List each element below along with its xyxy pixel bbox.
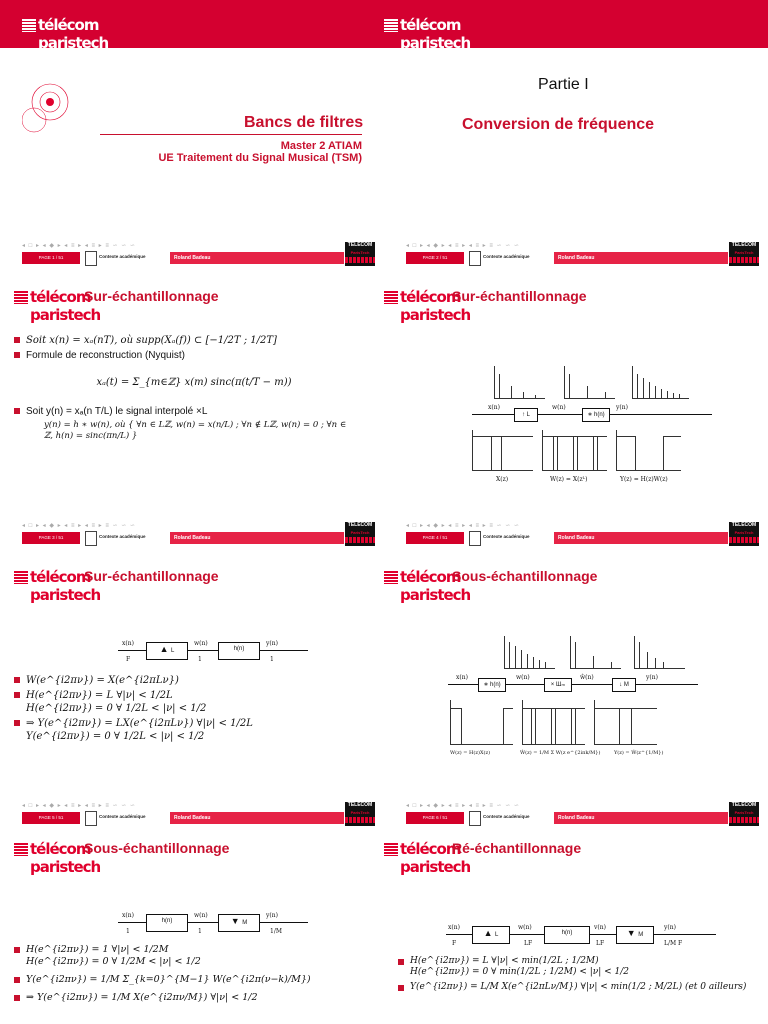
nav-controls[interactable]: ◂ □ ▸ ◂ ◆ ▸ ◂ ≡ ▸ ◂ ≡ ▸ ≡ ∽ ∽ ∽	[406, 803, 520, 809]
label-w: w(n)	[194, 912, 208, 919]
caption-y: Y(z) = Ŵ(z^{1/M})	[614, 750, 664, 756]
nav-controls[interactable]: ◂ □ ▸ ◂ ◆ ▸ ◂ ≡ ▸ ◂ ≡ ▸ ≡ ∽ ∽ ∽	[22, 243, 136, 249]
label-y: y(n)	[266, 640, 278, 647]
page-badge: PAGE 1 / 51	[22, 252, 80, 264]
nav-controls[interactable]: ◂ □ ▸ ◂ ◆ ▸ ◂ ≡ ▸ ◂ ≡ ▸ ≡ ∽ ∽ ∽	[22, 523, 136, 529]
label-y: y(n)	[646, 674, 658, 681]
stem-plot-w	[570, 636, 621, 669]
slide-body	[14, 332, 374, 442]
author-band: Roland Badeau	[554, 812, 728, 824]
rate-1: 1	[198, 656, 202, 663]
caption-y: Y(z) = H(z)W(z)	[620, 476, 668, 483]
brand-logo: télécom paristech	[384, 16, 456, 34]
rate-0: F	[452, 940, 457, 947]
slide-7	[0, 832, 384, 1024]
slide-footer	[384, 520, 768, 548]
filter-box: ∗ h(n)	[478, 678, 506, 692]
context-label: Contexte académique	[483, 814, 530, 819]
downsample-box: ↓ M	[612, 678, 636, 692]
rate-1: 1	[198, 928, 202, 935]
bullet-2: Y(e^{i2πν}) = L/M X(e^{i2πLν/M}) ∀|ν| < min(1/2 ; M/2L) (et 0 ailleurs)	[398, 982, 758, 993]
context-icon	[469, 251, 481, 266]
telecom-logo: TELECOM ParisTech	[729, 802, 759, 826]
caption-w: W(z) = X(zᴸ)	[550, 476, 588, 483]
slide-title: Bancs de filtres	[244, 114, 364, 131]
slide-2	[384, 0, 768, 268]
author-band: Roland Badeau	[554, 532, 728, 544]
equation-reconstruction: xₐ(t) = Σ_{m∈ℤ} x(m) sinc(π(t/T − m))	[96, 377, 292, 388]
page-badge: PAGE 4 / 51	[406, 532, 464, 544]
slide-title: Sous-échantillonnage	[84, 840, 230, 856]
nav-controls[interactable]: ◂ □ ▸ ◂ ◆ ▸ ◂ ≡ ▸ ◂ ≡ ▸ ≡ ∽ ∽ ∽	[406, 523, 520, 529]
context-label: Contexte académique	[483, 534, 530, 539]
spectrum-w-hat	[522, 700, 585, 745]
slide-body	[398, 954, 758, 995]
bullet-1: Soit x(n) = xₐ(nT), où supp(Xₐ(f)) ⊂ [−1/2T ; 1/2T]	[14, 334, 374, 347]
context-icon	[85, 811, 97, 826]
telecom-logo: TELECOM ParisTech	[345, 802, 375, 826]
rate-1: LF	[524, 940, 533, 947]
label-x: x(n)	[448, 924, 460, 931]
stem-plot-x	[504, 636, 555, 669]
downsample-box: ▼ M	[218, 914, 260, 932]
context-icon	[85, 251, 97, 266]
spectrum-w	[450, 700, 513, 745]
label-x: x(n)	[456, 674, 468, 681]
caption-w-hat: Ŵ(z) = 1/M Σ W(z e^{2iπk/M})	[520, 750, 601, 756]
brand-logo: télécom paristech	[384, 840, 456, 858]
page-badge: PAGE 2 / 51	[406, 252, 464, 264]
slide-body	[14, 672, 374, 745]
slide-6	[384, 560, 768, 828]
circles-emblem	[22, 80, 82, 140]
slide-footer	[384, 800, 768, 828]
telecom-logo: TELECOM ParisTech	[345, 522, 375, 546]
filter-box: h(n)	[218, 642, 260, 660]
comb-box: × Шₘ	[544, 678, 572, 692]
upsample-box: ▲ L	[472, 926, 510, 944]
bullet-3: Soit y(n) = xₐ(n T/L) le signal interpolé ×L	[14, 405, 374, 418]
spectrum-y	[594, 700, 657, 745]
downsample-box: ▼ M	[616, 926, 654, 944]
rate-0: 1	[126, 928, 130, 935]
telecom-logo: TELECOM ParisTech	[729, 242, 759, 266]
bullet-2: Y(e^{i2πν}) = 1/M Σ_{k=0}^{M−1} W(e^{i2π(ν−k)/M})	[14, 974, 374, 986]
spectrum-w	[542, 430, 607, 471]
author-band: Roland Badeau	[554, 252, 728, 264]
slide-body	[14, 942, 374, 1006]
brand-logo: télécom paristech	[14, 288, 86, 306]
context-label: Contexte académique	[99, 534, 146, 539]
slide-title: Sur-échantillonnage	[452, 288, 587, 304]
label-y: y(n)	[664, 924, 676, 931]
rate-2: LF	[596, 940, 605, 947]
slide-footer	[0, 520, 384, 548]
brand-logo: télécom paristech	[22, 16, 94, 34]
bullet-1: H(e^{i2πν}) = L ∀|ν| < min(1/2L ; 1/2M) H(e^{i2πν}) = 0 ∀ min(1/2L ; 1/2M) < |ν| < 1/2	[398, 956, 758, 978]
label-x: x(n)	[122, 640, 134, 647]
bullet-3: ⇒ Y(e^{i2πν}) = LX(e^{i2πLν}) ∀|ν| < 1/2L Y(e^{i2πν}) = 0 ∀ 1/2L < |ν| < 1/2	[14, 717, 374, 743]
label-v: v(n)	[594, 924, 606, 931]
stem-plot-x	[494, 366, 545, 399]
label-w: w(n)	[194, 640, 208, 647]
slide-8	[384, 832, 768, 1024]
context-icon	[85, 531, 97, 546]
bullet-1: H(e^{i2πν}) = 1 ∀|ν| < 1/2M H(e^{i2πν}) = 0 ∀ 1/2M < |ν| < 1/2	[14, 944, 374, 968]
stem-plot-y	[634, 636, 685, 669]
caption-x: X(z)	[496, 476, 509, 483]
bullet-2: H(e^{i2πν}) = L ∀|ν| < 1/2L H(e^{i2πν}) = 0 ∀ 1/2L < |ν| < 1/2	[14, 689, 374, 715]
slide-footer	[384, 240, 768, 268]
slide-title: Sous-échantillonnage	[452, 568, 598, 584]
label-y: y(n)	[266, 912, 278, 919]
context-icon	[469, 531, 481, 546]
author-band: Roland Badeau	[170, 532, 344, 544]
label-x: x(n)	[122, 912, 134, 919]
slide-subtitle: Master 2 ATIAM UE Traitement du Signal Musical (TSM)	[158, 140, 362, 164]
bullet-3: ⇒ Y(e^{i2πν}) = 1/M X(e^{i2πν/M}) ∀|ν| < 1/2	[14, 992, 374, 1004]
context-label: Contexte académique	[99, 814, 146, 819]
author-band: Roland Badeau	[170, 252, 344, 264]
author-band: Roland Badeau	[170, 812, 344, 824]
page-badge: PAGE 3 / 51	[22, 532, 80, 544]
brand-logo: télécom paristech	[14, 568, 86, 586]
brand-logo: télécom paristech	[384, 288, 456, 306]
bullet-1: W(e^{i2πν}) = X(e^{i2πLν})	[14, 674, 374, 687]
label-w-hat: ŵ(n)	[580, 674, 594, 681]
telecom-logo: TELECOM ParisTech	[345, 242, 375, 266]
rate-2: 1/M	[270, 928, 282, 935]
context-label: Contexte académique	[99, 254, 146, 259]
slide-4	[384, 280, 768, 548]
filter-box: ∗ h(n)	[582, 408, 610, 422]
caption-w: W(z) = H(z)X(z)	[450, 750, 491, 756]
rate-2: 1	[270, 656, 274, 663]
label-w: w(n)	[518, 924, 532, 931]
label-y: y(n)	[616, 404, 628, 411]
telecom-logo: TELECOM ParisTech	[729, 522, 759, 546]
page-badge: PAGE 5 / 51	[22, 812, 80, 824]
context-icon	[469, 811, 481, 826]
rate-0: F	[126, 656, 131, 663]
brand-logo: télécom paristech	[14, 840, 86, 858]
nav-controls[interactable]: ◂ □ ▸ ◂ ◆ ▸ ◂ ≡ ▸ ◂ ≡ ▸ ≡ ∽ ∽ ∽	[406, 243, 520, 249]
upsample-box: ▲ L	[146, 642, 188, 660]
filter-box: h(n)	[146, 914, 188, 932]
slide-3	[0, 280, 384, 548]
slide-1	[0, 0, 384, 268]
stem-plot-w	[564, 366, 615, 399]
slide-title: Conversion de fréquence	[462, 116, 655, 133]
label-w: w(n)	[552, 404, 566, 411]
label-x: x(n)	[488, 404, 500, 411]
label-w: w(n)	[516, 674, 530, 681]
filter-box: h(n)	[544, 926, 590, 944]
title-rule	[100, 134, 362, 135]
nav-controls[interactable]: ◂ □ ▸ ◂ ◆ ▸ ◂ ≡ ▸ ◂ ≡ ▸ ≡ ∽ ∽ ∽	[22, 803, 136, 809]
spectrum-x	[472, 430, 533, 471]
context-label: Contexte académique	[483, 254, 530, 259]
equation-interpolation: y(n) = h ∗ w(n), où { ∀n ∈ Lℤ, w(n) = x(n/L) ; ∀n ∉ Lℤ, w(n) = 0 ; ∀n ∈ ℤ, h(n) = sinc(πn/L) }	[44, 420, 347, 441]
slide-footer	[0, 240, 384, 268]
spectrum-y	[616, 430, 681, 471]
slide-5	[0, 560, 384, 828]
stem-plot-y	[632, 366, 689, 399]
slide-title: Sur-échantillonnage	[84, 288, 219, 304]
slide-footer	[0, 800, 384, 828]
slide-title: Sur-échantillonnage	[84, 568, 219, 584]
slide-title: Ré-échantillonnage	[452, 840, 582, 856]
page-badge: PAGE 6 / 51	[406, 812, 464, 824]
brand-logo: télécom paristech	[384, 568, 456, 586]
rate-3: L/M F	[664, 940, 683, 947]
bullet-2: Formule de reconstruction (Nyquist)	[14, 349, 374, 362]
part-label: Partie I	[538, 76, 589, 93]
upsample-box: ↑ L	[514, 408, 538, 422]
